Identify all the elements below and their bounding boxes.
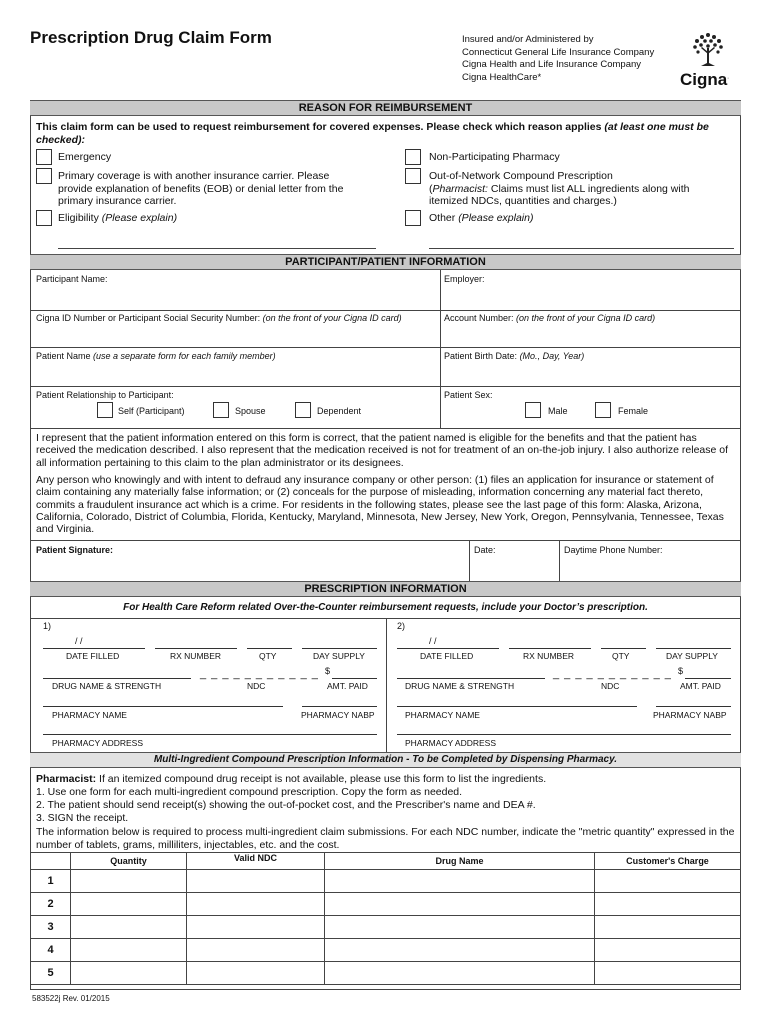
row-line <box>30 540 741 541</box>
customers-charge-header: Customer's Charge <box>595 853 741 870</box>
dependent-checkbox[interactable] <box>295 402 311 418</box>
out-of-network-checkbox[interactable] <box>405 168 421 184</box>
insurer-block <box>462 34 654 84</box>
table-row <box>31 870 741 893</box>
ndc-cell[interactable] <box>187 870 325 893</box>
compound-info: The information below is required to process multi-ingredient claim submissions. For each NDC number, indicate the "metric quantity" expressed in the number of tablets, grams, milliliters, injectables, etc. and the cost. <box>36 826 735 851</box>
qty-label: QTY <box>612 651 630 661</box>
rx2-nabp-line[interactable] <box>656 706 731 707</box>
rx-block-1-number: 1) <box>43 621 52 631</box>
patient-name-note: (use a separate form for each family member) <box>93 351 276 361</box>
amt-paid-label: AMT. PAID <box>327 681 368 691</box>
pharmacist-note-label: Pharmacist: <box>432 182 488 195</box>
other-label <box>429 212 533 225</box>
charge-cell[interactable] <box>595 916 741 939</box>
employer-label: Employer: <box>444 274 485 284</box>
out-of-network-text: Out-of-Network Compound Prescription <box>429 170 613 182</box>
non-participating-checkbox[interactable] <box>405 149 421 165</box>
form-number: 583522j Rev. 01/2015 <box>32 994 110 1003</box>
pharmacy-name-label: PHARMACY NAME <box>52 710 127 720</box>
rx1-supply-line[interactable] <box>302 648 377 649</box>
row-number-header <box>31 853 71 870</box>
ndc-cell[interactable] <box>187 916 325 939</box>
male-label: Male <box>548 406 568 416</box>
female-label: Female <box>618 406 649 416</box>
pharmacy-name-label: PHARMACY NAME <box>405 710 480 720</box>
out-of-network-label: Out-of-Network Compound Prescription (Pharmacist: Claims must list ALL ingredients along with itemized NDCs, quantities and charges.) <box>429 170 719 208</box>
patient-name-label <box>36 351 276 362</box>
dollar-sign: $ <box>678 666 684 676</box>
section-header-prescription: PRESCRIPTION INFORMATION <box>30 581 741 597</box>
date-divider <box>559 540 560 581</box>
relationship-label: Patient Relationship to Participant: <box>36 390 174 400</box>
drug-name-cell[interactable] <box>325 916 595 939</box>
section-header-reason: REASON FOR REIMBURSEMENT <box>30 100 741 116</box>
eligibility-note: (Please explain) <box>101 212 178 224</box>
section-header-compound <box>30 752 741 768</box>
birth-date-label <box>444 351 584 362</box>
insurer-line: Insured and/or Administered by <box>462 34 594 45</box>
primary-coverage-checkbox[interactable] <box>36 168 52 184</box>
amt-paid-label: AMT. PAID <box>680 681 721 691</box>
compound-heading: Multi-Ingredient Compound Prescription Information - To be Completed by Dispensing Pharmacy. <box>153 754 618 765</box>
insurer-line: Connecticut General Life Insurance Company <box>462 46 655 58</box>
drug-name-cell[interactable] <box>325 870 595 893</box>
ndc-label: NDC <box>247 681 266 691</box>
date-filled-label: DATE FILLED <box>420 651 474 661</box>
female-checkbox[interactable] <box>595 402 611 418</box>
rx1-amt-line[interactable] <box>332 678 377 679</box>
dependent-label: Dependent <box>317 406 362 416</box>
row-number: 1 <box>31 870 71 893</box>
cigna-id-note: (on the front of your Cigna ID card) <box>262 313 402 323</box>
other-text: Other <box>429 212 456 224</box>
quantity-header: Quantity <box>71 853 187 870</box>
drug-name-header: Drug Name <box>325 853 595 870</box>
participant-name-label: Participant Name: <box>36 274 108 284</box>
primary-coverage-label: Primary coverage is with another insurance carrier. Please provide explanation of benefits (EOB) or denial letter from the primary insurance carrier. <box>58 170 344 207</box>
row-line <box>30 428 741 429</box>
sex-label: Patient Sex: <box>444 390 493 400</box>
cigna-logo <box>680 70 729 90</box>
other-checkbox[interactable] <box>405 210 421 226</box>
day-supply-label: DAY SUPPLY <box>666 651 718 661</box>
otc-note: For Health Care Reform related Over-the-Counter reimbursement requests, include your Doctor’s prescription. <box>123 602 648 613</box>
participant-divider <box>440 270 441 428</box>
table-row <box>31 893 741 916</box>
quantity-cell[interactable] <box>71 939 187 962</box>
instruction-step-2: 2. The patient should send receipt(s) showing the out-of-pocket cost, and the Prescriber's name and DEA #. <box>36 799 536 811</box>
rx1-rx-line[interactable] <box>155 648 237 649</box>
rx2-rx-line[interactable] <box>509 648 591 649</box>
rx1-date-line[interactable] <box>43 648 145 649</box>
signature-label: Patient Signature: <box>36 545 114 555</box>
reason-intro-text: This claim form can be used to request reimbursement for covered expenses. Please check which reason applies <box>36 121 602 133</box>
prescription-divider <box>386 618 387 752</box>
eligibility-checkbox[interactable] <box>36 210 52 226</box>
row-number: 4 <box>31 939 71 962</box>
charge-cell[interactable] <box>595 870 741 893</box>
rx2-ndc-dashes[interactable]: _ _ _ _ _ _ _ _ _ _ _ <box>553 668 672 680</box>
rx2-address-line[interactable] <box>397 734 731 735</box>
other-note: (Please explain) <box>458 212 534 224</box>
instruction-step-3: 3. SIGN the receipt. <box>36 812 129 824</box>
rx2-pharmacy-line[interactable] <box>397 706 637 707</box>
ndc-cell[interactable] <box>187 962 325 985</box>
rx2-supply-line[interactable] <box>656 648 731 649</box>
pharmacy-address-label: PHARMACY ADDRESS <box>52 738 144 748</box>
instruction-step-1: 1. Use one form for each multi-ingredient compound prescription. Copy the form as needed. <box>36 786 463 798</box>
row-line <box>30 386 741 387</box>
cigna-id-label <box>36 313 402 324</box>
quantity-cell[interactable] <box>71 916 187 939</box>
date-separator: / / <box>429 636 437 646</box>
reason-intro-note: (at least one must be checked): <box>36 121 709 146</box>
pharmacy-address-label: PHARMACY ADDRESS <box>405 738 497 748</box>
rx2-drug-line[interactable] <box>397 678 545 679</box>
drug-name-label: DRUG NAME & STRENGTH <box>405 681 515 691</box>
rx-number-label: RX NUMBER <box>170 651 222 661</box>
spouse-label: Spouse <box>235 406 266 416</box>
birth-date-text: Patient Birth Date: <box>444 351 518 361</box>
emergency-label: Emergency <box>58 151 112 163</box>
insurer-line: Cigna Health and Life Insurance Company <box>462 59 642 70</box>
eligibility-explain-line[interactable] <box>58 248 376 249</box>
ndc-cell[interactable] <box>187 939 325 962</box>
pharmacy-nabp-label: PHARMACY NABP <box>301 710 375 720</box>
signature-divider <box>469 540 470 581</box>
reason-intro <box>36 121 736 146</box>
cigna-tree-icon <box>688 30 728 70</box>
table-row <box>31 939 741 962</box>
emergency-checkbox[interactable] <box>36 149 52 165</box>
out-of-network-note: Claims must list ALL ingredients along with itemized NDCs, quantities and charges.) <box>429 182 690 207</box>
date-separator: / / <box>75 636 83 646</box>
quantity-cell[interactable] <box>71 870 187 893</box>
date-filled-label: DATE FILLED <box>66 651 120 661</box>
non-participating-label: Non-Participating Pharmacy <box>429 151 560 163</box>
fraud-statement: Any person who knowingly and with intent to defraud any insurance company or other person: (1) files an application for insurance or statement of claim containing any materially false information; or (2) conceals for the purpose of misleading, information concerning any material fact thereto, commits a fraudulent insurance act which is a crime. For residents in the following states, please see the last page of this form: Alaska, Arizona, California, Colorado, District of Columbia, Florida, Kentucky, Maryland, Minnesota, New Jersey, New York, Oregon, Pennsylvania, Tennessee, Texas and Virginia. <box>36 474 724 536</box>
eligibility-label <box>58 212 177 225</box>
row-number: 3 <box>31 916 71 939</box>
male-checkbox[interactable] <box>525 402 541 418</box>
rx-block-2-number: 2) <box>397 621 406 631</box>
pharmacy-nabp-label: PHARMACY NABP <box>653 710 727 720</box>
ndc-label: NDC <box>601 681 620 691</box>
self-label: Self (Participant) <box>118 406 185 416</box>
rx1-ndc-dashes[interactable]: _ _ _ _ _ _ _ _ _ _ _ <box>200 668 319 680</box>
charge-cell[interactable] <box>595 893 741 916</box>
account-number-note: (on the front of your Cigna ID card) <box>516 313 656 323</box>
row-number: 5 <box>31 962 71 985</box>
spouse-checkbox[interactable] <box>213 402 229 418</box>
ndc-cell[interactable] <box>187 893 325 916</box>
compound-table <box>30 852 741 985</box>
drug-name-label: DRUG NAME & STRENGTH <box>52 681 162 691</box>
drug-name-cell[interactable] <box>325 962 595 985</box>
table-row <box>31 962 741 985</box>
date-label: Date: <box>474 545 496 555</box>
self-checkbox[interactable] <box>97 402 113 418</box>
rx1-drug-line[interactable] <box>43 678 191 679</box>
drug-name-cell[interactable] <box>325 893 595 916</box>
rx1-pharmacy-line[interactable] <box>43 706 283 707</box>
patient-name-text: Patient Name <box>36 351 91 361</box>
phone-label: Daytime Phone Number: <box>564 545 663 555</box>
account-number-label <box>444 313 655 324</box>
account-number-text: Account Number: <box>444 313 514 323</box>
day-supply-label: DAY SUPPLY <box>313 651 365 661</box>
dollar-sign: $ <box>325 666 331 676</box>
cigna-id-text: Cigna ID Number or Participant Social Security Number: <box>36 313 261 323</box>
representation-statement: I represent that the patient information entered on this form is correct, that the patient named is eligible for the benefits and that the patient has received the medication described. I also represent that the medication received is not for treatment of an on-the-job injury. I also authorize release of all information pertaining to this claim to the plan administrator or its designees. <box>36 432 729 469</box>
pharmacist-text: If an itemized compound drug receipt is not available, please use this form to list the ingredients. <box>99 773 547 785</box>
insurer-line: Cigna HealthCare* <box>462 71 542 83</box>
rx2-qty-line[interactable] <box>601 648 646 649</box>
row-line <box>30 347 741 348</box>
row-number: 2 <box>31 893 71 916</box>
logo-mark: . <box>727 74 729 81</box>
other-explain-line[interactable] <box>429 248 734 249</box>
pharmacist-label: Pharmacist: <box>36 773 97 785</box>
section-header-participant: PARTICIPANT/PATIENT INFORMATION <box>30 254 741 270</box>
rx-number-label: RX NUMBER <box>523 651 575 661</box>
rx1-qty-line[interactable] <box>247 648 292 649</box>
rx2-amt-line[interactable] <box>685 678 731 679</box>
birth-date-note: (Mo., Day, Year) <box>519 351 585 361</box>
rx1-address-line[interactable] <box>43 734 377 735</box>
valid-ndc-header: Valid NDC <box>187 853 325 870</box>
table-row <box>31 916 741 939</box>
charge-cell[interactable] <box>595 962 741 985</box>
rx2-date-line[interactable] <box>397 648 499 649</box>
row-line <box>30 310 741 311</box>
quantity-cell[interactable] <box>71 962 187 985</box>
pharmacist-instructions <box>36 773 736 786</box>
form-title: Prescription Drug Claim Form <box>30 28 272 47</box>
qty-label: QTY <box>259 651 277 661</box>
quantity-cell[interactable] <box>71 893 187 916</box>
drug-name-cell[interactable] <box>325 939 595 962</box>
charge-cell[interactable] <box>595 939 741 962</box>
logo-text: Cigna <box>680 70 728 89</box>
rx1-nabp-line[interactable] <box>302 706 377 707</box>
eligibility-text: Eligibility <box>58 212 99 224</box>
